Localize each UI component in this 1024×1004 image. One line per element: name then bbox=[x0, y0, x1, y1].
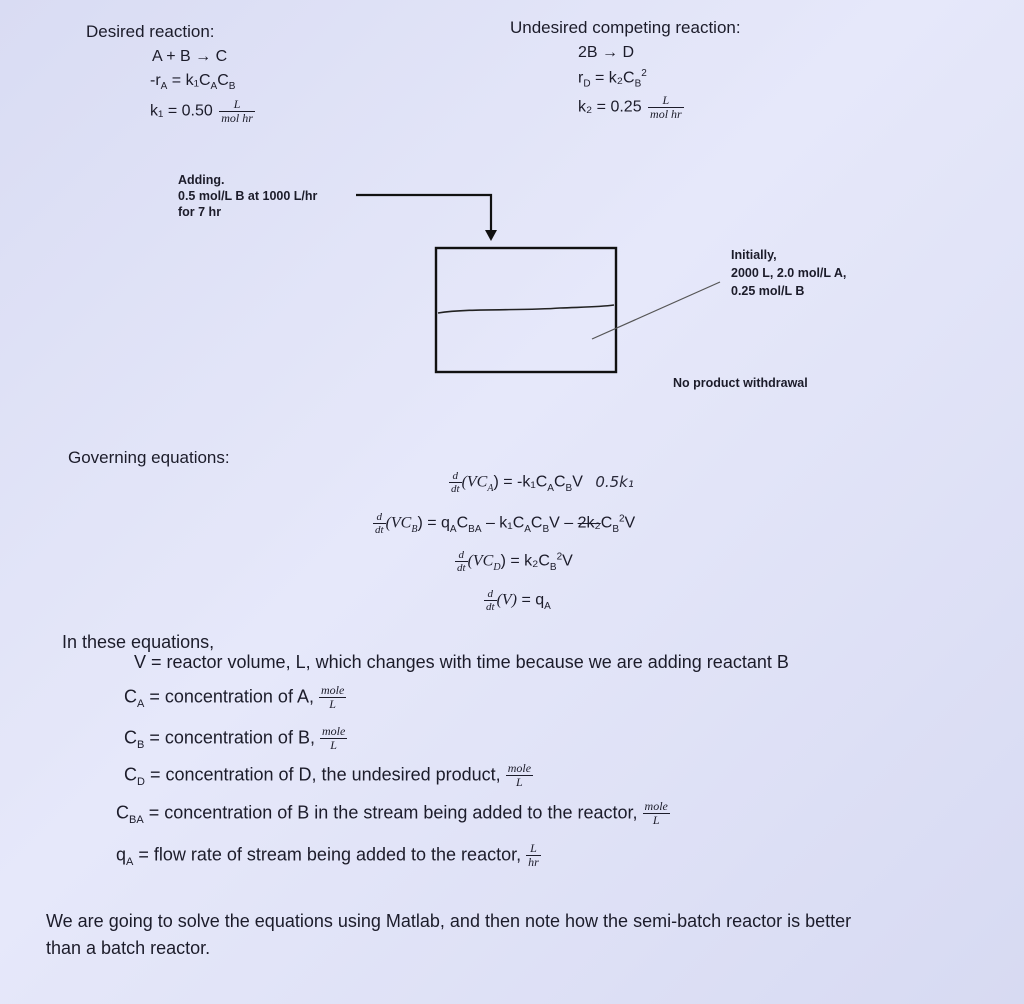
initial-conditions-note: Initially, 2000 L, 2.0 mol/L A, 0.25 mol/L B bbox=[731, 248, 847, 298]
equation-cd: $\frac{d}{dt}$ $(VC_D) = k_2C_B^2V$ bbox=[457, 549, 573, 574]
desired-rate-law: $-r_A = k_1C_AC_B$ bbox=[150, 72, 236, 93]
definition-cba: $C_{BA}$ = concentration of B in the stream being added to the reactor, $\frac{\text{mole}}{L}$ bbox=[116, 799, 668, 827]
undesired-rate-constant: k₂ = 0.25 $\frac{L}{\text{mol hr}}$ bbox=[578, 93, 682, 121]
closing-paragraph: We are going to solve the equations using Matlab, and then note how the semi-batch reactor is better than a batch reactor. bbox=[46, 911, 852, 958]
definitions-intro: In these equations, bbox=[62, 632, 215, 652]
no-withdrawal-note: No product withdrawal bbox=[673, 376, 808, 390]
equation-v: $\frac{d}{dt}$ $(V) = q_A$ bbox=[486, 588, 551, 613]
feed-arrowhead bbox=[485, 230, 497, 241]
equation-cb: $\frac{d}{dt}$ $(VC_B) = q_AC_{BA} - k_1C_AC_BV - 2k_2C_B^2V$ bbox=[375, 511, 636, 536]
handwritten-note: 0.5k₁ bbox=[595, 472, 634, 491]
governing-heading: Governing equations: bbox=[68, 448, 230, 467]
feed-note: Adding. 0.5 mol/L B at 1000 L/hr for 7 hr bbox=[178, 173, 318, 219]
definition-cb: $C_B$ = concentration of B, $\frac{\text{mole}}{L}$ bbox=[124, 724, 346, 752]
definition-cd: $C_D$ = concentration of D, the undesired product, $\frac{\text{mole}}{L}$ bbox=[124, 761, 532, 789]
desired-reaction: A + B → C bbox=[152, 48, 228, 65]
undesired-rate-law: $r_D = k_2C_B^2$ bbox=[578, 68, 647, 90]
feed-arrow-line bbox=[356, 195, 491, 232]
desired-rate-constant: k₁ = 0.50 $\frac{L}{\text{mol hr}}$ bbox=[150, 97, 253, 125]
undesired-reaction: 2B → D bbox=[578, 44, 635, 61]
definition-ca: $C_A$ = concentration of A, $\frac{\text{mole}}{L}$ bbox=[124, 683, 345, 711]
initial-pointer-line bbox=[592, 282, 720, 339]
definition-qa: $q_A$ = flow rate of stream being added to the reactor, $\frac{L}{hr}$ bbox=[116, 841, 539, 869]
undesired-heading: Undesired competing reaction: bbox=[510, 18, 741, 37]
liquid-level-line bbox=[438, 305, 614, 313]
definition-v: V = reactor volume, L, which changes with time because we are adding reactant B bbox=[134, 652, 789, 672]
desired-heading: Desired reaction: bbox=[86, 22, 215, 41]
equation-ca: $\frac{d}{dt}$ $(VC_A) = -k_1C_AC_BV$ 0.5k₁ bbox=[451, 470, 634, 495]
